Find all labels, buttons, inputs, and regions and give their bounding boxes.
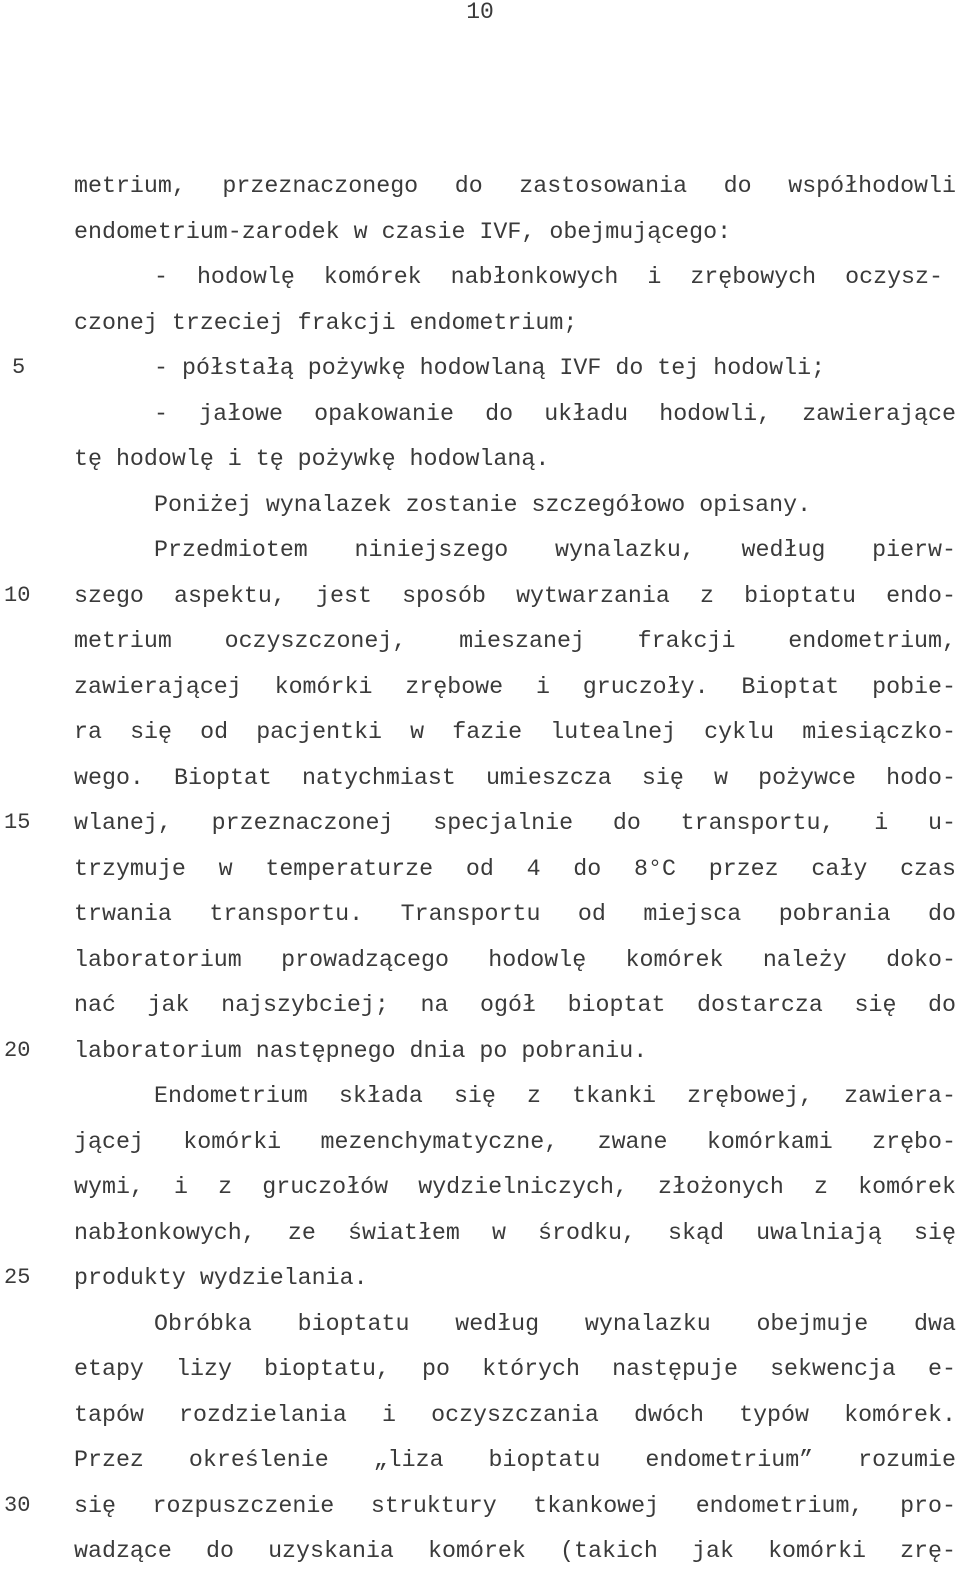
line-number: 30 — [4, 1493, 31, 1518]
line-number: 10 — [4, 583, 31, 608]
text-line: metrium oczyszczonej, mieszanej frakcji endometrium, — [74, 628, 956, 654]
text-line: wadzące do uzyskania komórek (takich jak komórki zrę- — [74, 1538, 956, 1564]
line-number: 15 — [4, 810, 31, 835]
text-line: laboratorium następnego dnia po pobraniu. — [74, 1038, 648, 1064]
text-line: jącej komórki mezenchymatyczne, zwane komórkami zrębo- — [74, 1129, 956, 1155]
text-line: - półstałą pożywkę hodowlaną IVF do tej hodowli; — [154, 355, 826, 381]
text-line: produkty wydzielania. — [74, 1265, 368, 1291]
text-line: wlanej, przeznaczonej specjalnie do transportu, i u- — [74, 810, 956, 836]
line-number: 20 — [4, 1038, 31, 1063]
text-line: ra się od pacjentki w fazie lutealnej cyklu miesiączko- — [74, 719, 956, 745]
text-line: metrium, przeznaczonego do zastosowania do współhodowli — [74, 173, 956, 199]
page-number: 10 — [466, 0, 494, 25]
text-line: endometrium-zarodek w czasie IVF, obejmującego: — [74, 219, 732, 245]
text-line: się rozpuszczenie struktury tkankowej endometrium, pro- — [74, 1493, 956, 1519]
text-line: wymi, i z gruczołów wydzielniczych, złożonych z komórek — [74, 1174, 956, 1200]
text-line: trzymuje w temperaturze od 4 do 8°C przez cały czas — [74, 856, 956, 882]
line-number: 5 — [12, 355, 26, 380]
text-line: czonej trzeciej frakcji endometrium; — [74, 310, 578, 336]
text-line: Obróbka bioptatu według wynalazku obejmuje dwa — [154, 1311, 956, 1337]
text-line: Przedmiotem niniejszego wynalazku, według pierw- — [154, 537, 956, 563]
line-number: 25 — [4, 1265, 31, 1290]
text-line: tapów rozdzielania i oczyszczania dwóch typów komórek. — [74, 1402, 956, 1428]
text-line: szego aspektu, jest sposób wytwarzania z bioptatu endo- — [74, 583, 956, 609]
text-line: tę hodowlę i tę pożywkę hodowlaną. — [74, 446, 550, 472]
text-line: Endometrium składa się z tkanki zrębowej, zawiera- — [154, 1083, 956, 1109]
text-line: - jałowe opakowanie do układu hodowli, zawierające — [154, 401, 956, 427]
text-line: wego. Bioptat natychmiast umieszcza się w pożywce hodo- — [74, 765, 956, 791]
text-line: zawierającej komórki zrębowe i gruczoły. Bioptat pobie- — [74, 674, 956, 700]
text-line: trwania transportu. Transportu od miejsca pobrania do — [74, 901, 956, 927]
text-line: laboratorium prowadzącego hodowlę komórek należy doko- — [74, 947, 956, 973]
text-line: Przez określenie „liza bioptatu endometrium” rozumie — [74, 1447, 956, 1473]
text-line: - hodowlę komórek nabłonkowych i zrębowych oczysz- — [154, 264, 943, 290]
text-line: nać jak najszybciej; na ogół bioptat dostarcza się do — [74, 992, 956, 1018]
text-line: etapy lizy bioptatu, po których następuje sekwencja e- — [74, 1356, 956, 1382]
text-line: Poniżej wynalazek zostanie szczegółowo opisany. — [154, 492, 812, 518]
text-line: nabłonkowych, ze światłem w środku, skąd uwalniają się — [74, 1220, 956, 1246]
